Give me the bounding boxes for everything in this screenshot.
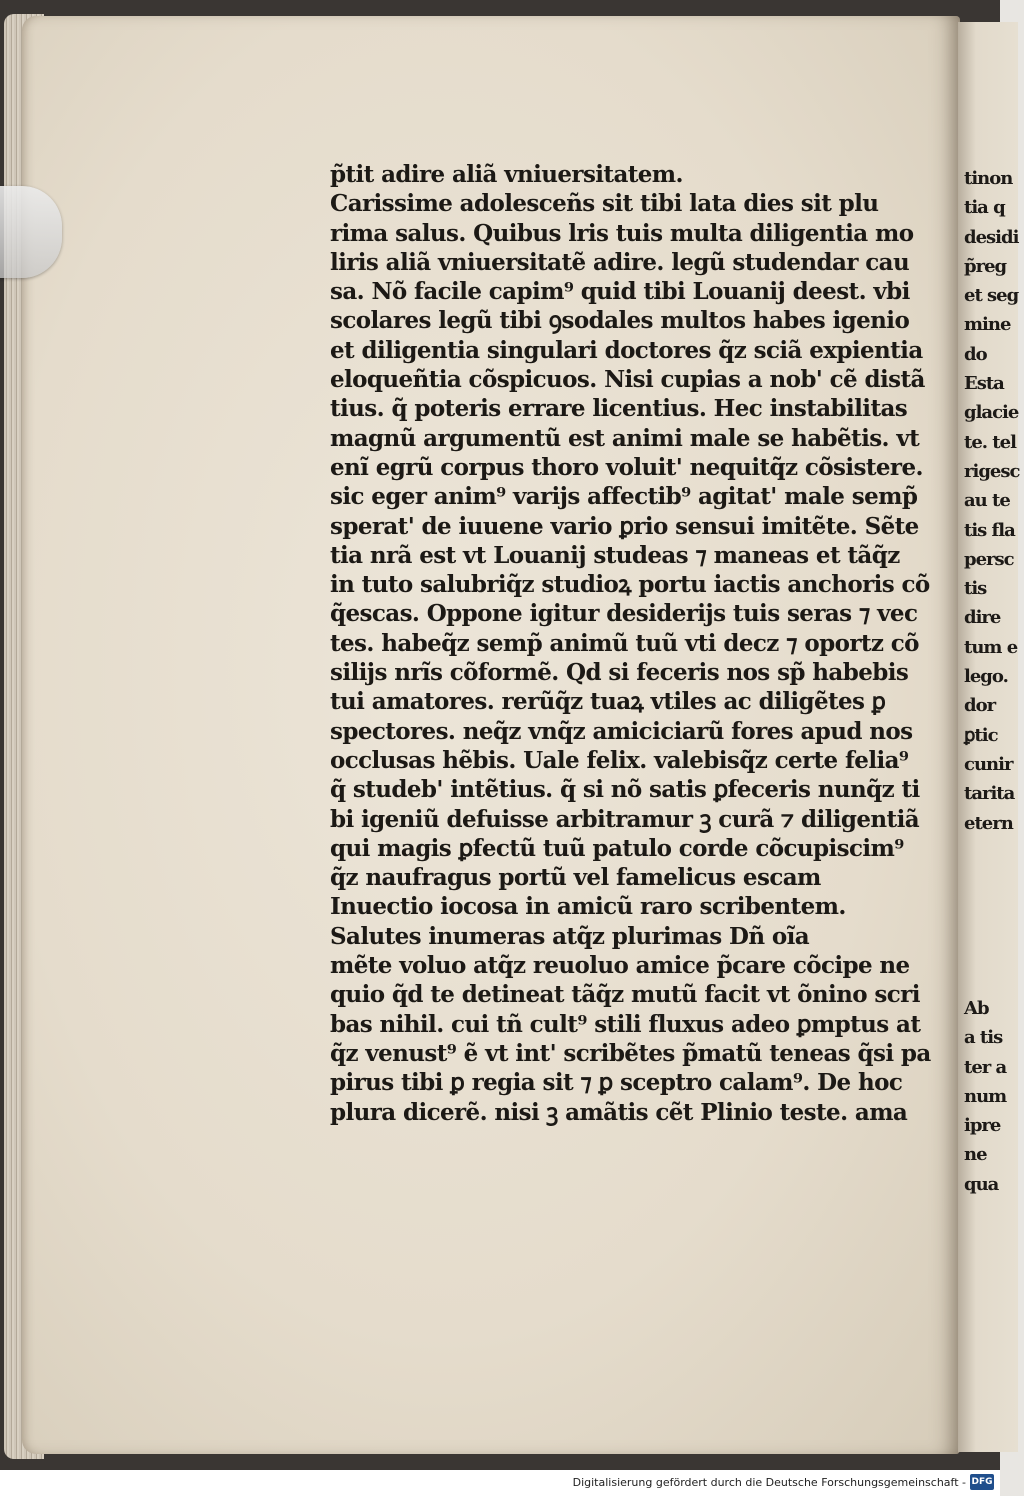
text-line: scolares legũ tibi ꝯsodales multos habes igenio (330, 307, 910, 335)
adjacent-text-line: lego. (964, 666, 1008, 688)
adjacent-text-line: tis (964, 578, 987, 600)
text-line: qui magis ꝑfectũ tuũ patulo corde cõcupiscim⁹ (330, 834, 904, 862)
funding-credit: Digitalisierung gefördert durch die Deutsche Forschungsgemeinschaft - (572, 1476, 966, 1489)
text-line: sic eger anim⁹ varijs affectib⁹ agitat' male semp̃ (330, 483, 918, 511)
text-line: pirus tibi ꝑ regia sit ⁊ ꝑ sceptro calam⁹. De hoc (330, 1069, 903, 1097)
text-line: sperat' de iuuene vario ꝑrio sensui imitẽte. Sẽte (330, 512, 919, 540)
text-line: tui amatores. rerũq̃z tuaꝝ vtiles ac diligẽtes ꝑ (330, 688, 886, 716)
adjacent-text-line: dire (964, 607, 1001, 629)
footer-bar (0, 1470, 1000, 1496)
adjacent-text-line: tarita (964, 783, 1015, 805)
adjacent-text-line: p̃reg (964, 255, 1007, 277)
text-line: occlusas hẽbis. Uale felix. valebisq̃z certe felia⁹ (330, 746, 909, 774)
adjacent-text-line: glacie (964, 402, 1019, 424)
adjacent-text-line: a tis (964, 1027, 1003, 1049)
adjacent-text-line: do (964, 343, 987, 365)
text-line: q̃ studeb' intẽtius. q̃ si nõ satis ꝑfeceris nunq̃z ti (330, 776, 920, 804)
adjacent-text-line: tis fla (964, 519, 1015, 541)
text-line: et diligentia singulari doctores q̃z sciã expientia (330, 336, 923, 364)
adjacent-page-text-top (964, 164, 1024, 838)
adjacent-text-line: rigesc (964, 460, 1020, 482)
adjacent-text-line: mine (964, 314, 1011, 336)
adjacent-text-line: tum e (964, 636, 1018, 658)
text-line: q̃escas. Oppone igitur desiderijs tuis seras ⁊ vec (330, 600, 918, 628)
adjacent-text-line: cunir (964, 753, 1013, 775)
adjacent-text-line: ꝑtic (964, 724, 998, 746)
text-line: tes. habeq̃z semp̃ animũ tuũ vti decz ⁊ oportz cõ (330, 629, 919, 657)
text-line: q̃z venust⁹ ẽ vt int' scribẽtes p̃matũ teneas q̃si pa (330, 1039, 931, 1067)
text-line: Carissime adolesceñs sit tibi lata dies sit plu (330, 190, 879, 218)
adjacent-text-line: et seg (964, 285, 1019, 307)
adjacent-text-line: qua (964, 1173, 999, 1195)
text-line: silijs nrĩs cõformẽ. Qd si feceris nos sp̃ habebis (330, 659, 909, 687)
adjacent-text-line: dor (964, 695, 996, 717)
adjacent-text-line: ter a (964, 1056, 1007, 1078)
text-line: Salutes inumeras atq̃z plurimas Dñ oĩa (330, 922, 810, 950)
right-page-edge (958, 22, 1018, 1452)
adjacent-text-line: etern (964, 812, 1013, 834)
text-line: enĩ egrũ corpus thoro voluit' nequitq̃z cõsistere. (330, 453, 923, 481)
text-line: bi igeniũ defuisse arbitramur ꝫ curã ⁊ diligentiã (330, 805, 920, 833)
text-line: bas nihil. cui tñ cult⁹ stili fluxus adeo ꝑmptus at (330, 1010, 921, 1038)
adjacent-page-text-bottom (964, 994, 1024, 1199)
adjacent-text-line: desidi (964, 226, 1019, 248)
dfg-logo: DFG (970, 1474, 994, 1490)
text-line: spectores. neq̃z vnq̃z amiciciarũ fores apud nos (330, 717, 913, 745)
text-line: rima salus. Quibus lris tuis multa diligentia mo (330, 219, 914, 247)
text-line: quio q̃d te detineat tãq̃z mutũ facit vt õnino scri (330, 981, 920, 1009)
adjacent-text-line: ipre (964, 1115, 1001, 1137)
adjacent-text-line: persc (964, 548, 1014, 570)
text-line: in tuto salubriq̃z studioꝝ portu iactis anchoris cõ (330, 571, 930, 599)
text-line: Inuectio iocosa in amicũ raro scribentem. (330, 893, 846, 921)
text-line: p̃tit adire aliã vniuersitatem. (330, 161, 683, 188)
adjacent-text-line: ne (964, 1144, 987, 1166)
text-line: mẽte voluo atq̃z reuoluo amice p̃care cõcipe ne (330, 952, 910, 980)
text-line: tia nrã est vt Louanij studeas ⁊ maneas et tãq̃z (330, 541, 900, 569)
adjacent-text-line: te. tel (964, 431, 1016, 453)
text-line: sa. Nõ facile capim⁹ quid tibi Louanij deest. vbi (330, 278, 910, 306)
text-line: q̃z naufragus portũ vel famelicus escam (330, 864, 821, 892)
adjacent-text-line: tinon (964, 168, 1013, 189)
text-line: eloqueñtia cõspicuos. Nisi cupias a nob' cẽ distã (330, 366, 925, 394)
text-line: magnũ argumentũ est animi male se habẽtis. vt (330, 424, 920, 452)
adjacent-text-line: tia q (964, 197, 1005, 219)
text-line: plura dicerẽ. nisi ꝫ amãtis cẽt Plinio teste. ama (330, 1098, 908, 1126)
text-line: tius. q̃ poteris errare licentius. Hec instabilitas (330, 395, 908, 423)
main-text-block (330, 160, 931, 1127)
adjacent-text-line: Ab (964, 998, 989, 1019)
adjacent-text-line: num (964, 1085, 1007, 1107)
text-line: liris aliã vniuersitatẽ adire. legũ studendar cau (330, 248, 910, 276)
adjacent-text-line: Esta (964, 373, 1004, 395)
adjacent-text-line: au te (964, 490, 1010, 512)
